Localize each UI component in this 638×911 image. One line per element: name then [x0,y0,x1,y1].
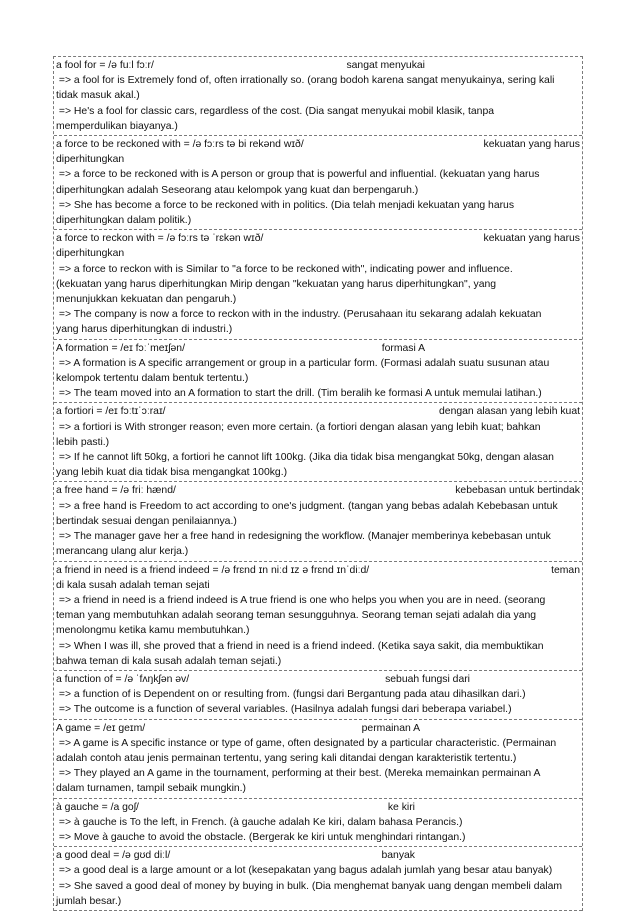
dictionary-entry [54,799,582,848]
entry-line: diperhitungkan dalam politik.) [56,215,192,227]
entry-meaning: sangat menyukai [346,60,425,71]
entry-meaning: kebebasan untuk bertindak [455,485,580,497]
dictionary-entry [54,230,582,339]
entry-term: a friend in need is a friend indeed = /ə frɛnd ɪn niːd ɪz ə frɛnd ɪnˈdiːd/ [56,564,370,576]
entry-term: a fortiori = /eɪ fɔːtɪˈɔːraɪ/ [56,406,166,418]
entry-line: => If he cannot lift 50kg, a fortiori he cannot lift 100kg. (Jika dia tidak bisa mengangkat 50kg, dengan alasan [56,452,554,464]
dictionary-entry [54,403,582,482]
entry-meaning: kekuatan yang harus [483,139,580,151]
entry-line: teman yang membutuhkan adalah seorang teman sesungguhnya. Seorang teman sejati adalah dia yang [56,610,537,622]
entry-term: a fool for = /ə fuːl fɔːr/ [56,60,154,71]
entry-meaning: permainan A [361,722,420,734]
entry-line: => The manager gave her a free hand in redesigning the workflow. (Manajer memberinya kebebasan untuk [56,531,551,543]
entry-headline [56,721,580,736]
entry-line: merancang ulang alur kerja.) [56,546,189,558]
entry-line: => a friend in need is a friend indeed is A true friend is one who helps you when you are in need. (seorang [56,594,546,606]
entry-line: => a fool for is Extremely fond of, often irrationally so. (orang bodoh karena sangat menyukainya, sering kali [56,75,555,87]
entry-line: => She saved a good deal of money by buying in bulk. (Dia menghemat banyak uang dengan membeli dalam [56,880,563,892]
entry-term: à gauche = /a ɡoʃ/ [56,801,139,813]
entry-line: yang harus diperhitungkan di industri.) [56,324,233,336]
entry-meaning: ke kiri [387,801,415,813]
dictionary-table [53,56,583,911]
entry-line: => The company is now a force to reckon with in the industry. (Perusahaan itu sekarang adalah kekuatan [56,309,542,321]
entry-line: lebih pasti.) [56,436,110,448]
entry-headline [56,848,580,863]
entry-line: menolongmu ketika kamu membutuhkan.) [56,625,250,637]
entry-line: dalam turnamen, tampil sebaik mungkin.) [56,783,247,795]
entry-term: A formation = /eɪ fɔːˈmeɪʃən/ [56,342,185,354]
entry-meaning: banyak [381,850,415,862]
entry-line: memperdulikan biayanya.) [56,120,178,132]
entry-line: diperhitungkan [56,248,125,260]
entry-line: adalah contoh atau jenis permainan tertentu, yang sering kali ditandai dengan karakteristik tertentu.) [56,752,517,764]
entry-headline [56,404,580,419]
entry-line: => Move à gauche to avoid the obstacle. (Bergerak ke kiri untuk menghindari rintangan.) [56,831,466,843]
entry-line: => A formation is A specific arrangement or group in a particular form. (Formasi adalah suatu susunan atau [56,357,550,369]
entry-line: tidak masuk akal.) [56,90,140,102]
entry-line: => à gauche is To the left, in French. (à gauche adalah Ke kiri, dalam bahasa Perancis.) [56,816,463,828]
entry-line: => The team moved into an A formation to start the drill. (Tim beralih ke formasi A untuk memulai latihan.) [56,388,542,400]
entry-line: (kekuatan yang harus diperhitungkan Mirip dengan "kekuatan yang harus diperhitungkan", yang [56,278,497,290]
entry-headline [56,672,580,687]
dictionary-entry [54,340,582,404]
entry-meaning: teman [551,564,580,576]
entry-term: a force to reckon with = /ə fɔːrs tə ˈrɛkən wɪð/ [56,233,264,245]
dictionary-entry [54,562,582,671]
entry-line: => a function of is Dependent on or resulting from. (fungsi dari Bergantung pada atau dihasilkan dari.) [56,689,526,701]
entry-term: a good deal = /ə ɡʊd diːl/ [56,850,171,862]
entry-term: a function of = /ə ˈfʌŋkʃən əv/ [56,673,190,685]
entry-meaning: dengan alasan yang lebih kuat [439,406,580,418]
entry-line: => a good deal is a large amount or a lot (kesepakatan yang bagus adalah jumlah yang besar atau banyak) [56,865,553,877]
entry-line: jumlah besar.) [56,895,122,907]
dictionary-entry [54,57,582,136]
entry-line: => a free hand is Freedom to act according to one's judgment. (tangan yang bebas adalah Kebebasan untuk [56,500,558,512]
dictionary-entry [54,136,582,230]
entry-line: => A game is A specific instance or type of game, often designated by a particular characteristic. (Permainan [56,737,557,749]
entry-line: => a fortiori is With stronger reason; even more certain. (a fortiori dengan alasan yang lebih kuat; bahkan [56,421,541,433]
entry-line: => She has become a force to be reckoned with in politics. (Dia telah menjadi kekuatan yang harus [56,199,515,211]
entry-term: a force to be reckoned with = /ə fɔːrs tə bi rekənd wɪð/ [56,139,304,151]
entry-meaning: formasi A [381,342,425,354]
entry-term: a free hand = /ə friː hænd/ [56,485,176,497]
entry-line: bertindak sesuai dengan penilaiannya.) [56,515,237,527]
dictionary-entry [54,671,582,720]
entry-line: => a force to reckon with is Similar to "a force to be reckoned with", indicating power and influence. [56,263,513,275]
entry-line: bahwa teman di kala susah adalah teman sejati.) [56,655,282,667]
entry-line: => The outcome is a function of several variables. (Hasilnya adalah fungsi dari beberapa variabel.) [56,704,512,716]
entry-line: menunjukkan kekuatan dan pengaruh.) [56,294,237,306]
entry-line: => He's a fool for classic cars, regardless of the cost. (Dia sangat menyukai mobil klasik, tanpa [56,105,495,117]
entry-headline [56,137,580,152]
entry-line: di kala susah adalah teman sejati [56,579,210,591]
entry-headline [56,231,580,246]
entry-headline [56,800,580,815]
entry-line: => a force to be reckoned with is A person or group that is powerful and influential. (kekuatan yang harus [56,169,540,181]
entry-line: => When I was ill, she proved that a friend in need is a friend indeed. (Ketika saya sakit, dia membuktikan [56,640,544,652]
entry-term: A game = /eɪ ɡeɪm/ [56,722,146,734]
entry-headline [56,483,580,498]
dictionary-entry [54,482,582,561]
dictionary-entry [54,847,582,911]
entry-line: kelompok tertentu dalam bentuk tertentu.) [56,373,249,385]
entry-headline [56,58,580,73]
entry-headline [56,563,580,578]
entry-meaning: kekuatan yang harus [483,233,580,245]
entry-line: => They played an A game in the tournament, performing at their best. (Mereka memainkan permainan A [56,768,541,780]
entry-line: diperhitungkan adalah Seseorang atau kelompok yang kuat dan berpengaruh.) [56,184,419,196]
entry-line: diperhitungkan [56,154,125,166]
entry-headline [56,341,580,356]
entry-line: yang lebih kuat dia tidak bisa mengangkat 100kg.) [56,467,288,479]
dictionary-entry [54,720,582,799]
entry-meaning: sebuah fungsi dari [385,673,470,685]
